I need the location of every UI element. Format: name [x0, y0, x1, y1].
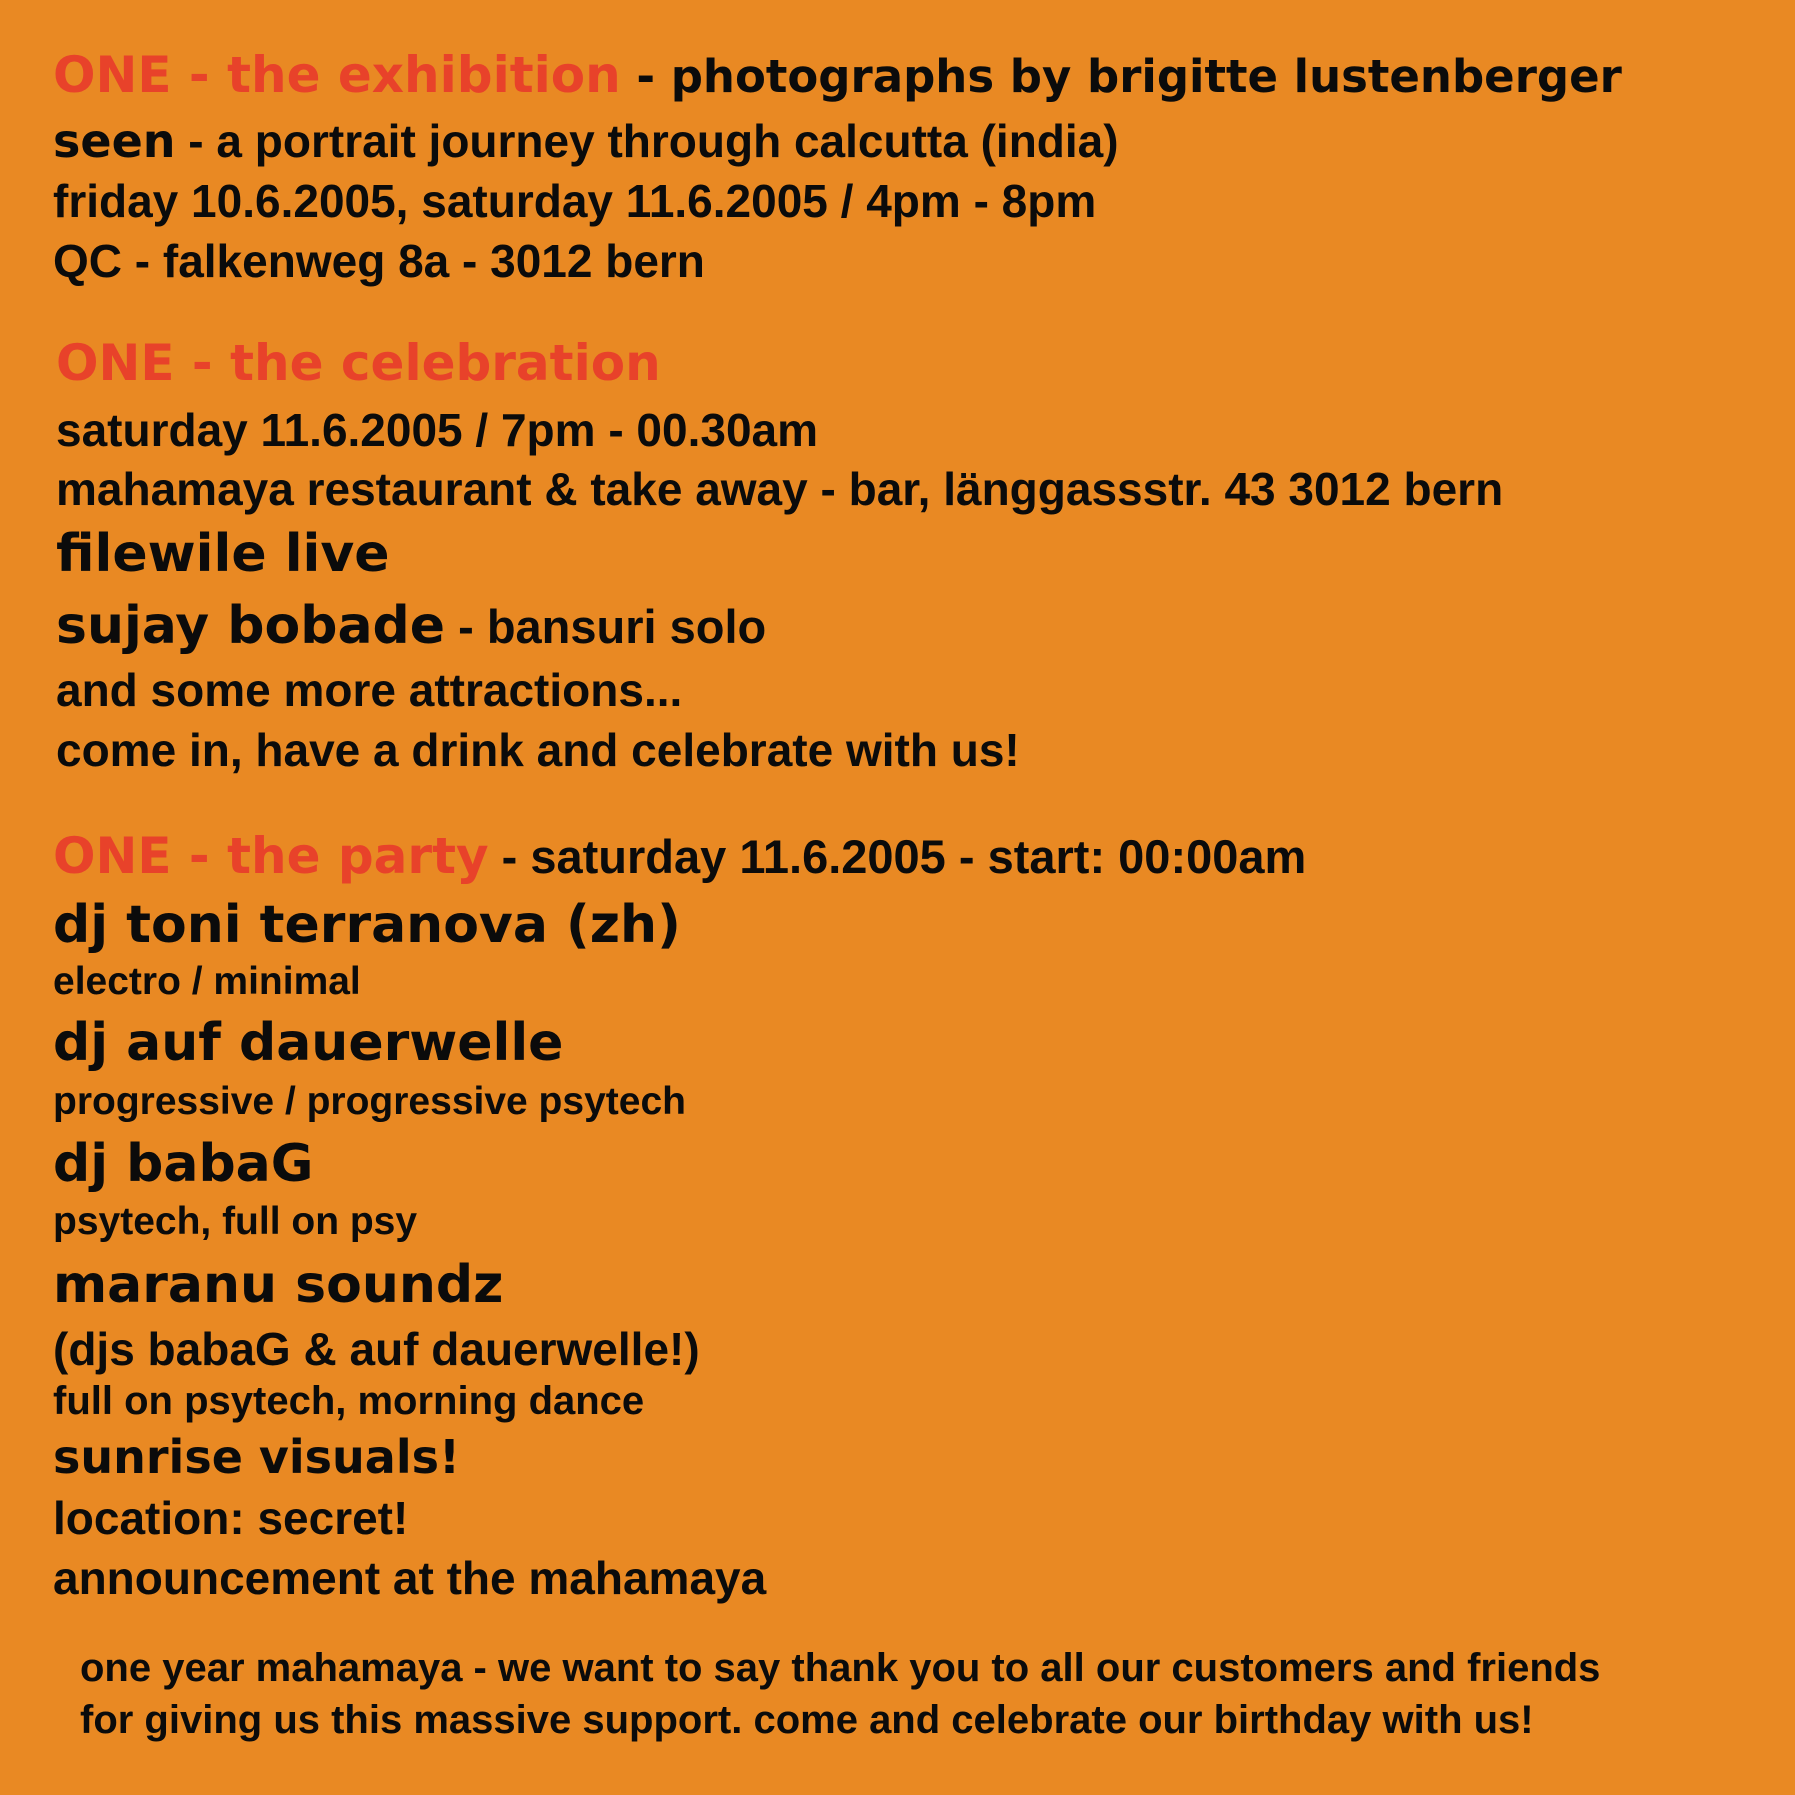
celebration-act-sujay	[56, 596, 767, 656]
exhibition-seen-rest: - a portrait journey through calcutta (india)	[175, 115, 1119, 167]
exhibition-dates: friday 10.6.2005, saturday 11.6.2005 / 4pm - 8pm	[53, 175, 1097, 227]
party-dj-name: dj auf dauerwelle	[53, 1013, 564, 1073]
exhibition-title: ONE - the exhibition	[53, 46, 621, 104]
celebration-act-filewile: filewile live	[56, 524, 390, 584]
party-heading	[53, 827, 1307, 885]
party-location: location: secret!	[53, 1492, 409, 1544]
party-dj-style: progressive / progressive psytech	[53, 1080, 686, 1123]
party-dj-name: dj babaG	[53, 1134, 314, 1194]
exhibition-heading	[53, 46, 1622, 104]
party-maranu-style: full on psytech, morning dance	[53, 1379, 645, 1423]
celebration-act-sujay-desc: - bansuri solo	[445, 600, 767, 653]
exhibition-seen-word: seen	[53, 114, 176, 168]
exhibition-address: QC - falkenweg 8a - 3012 bern	[53, 235, 705, 287]
party-dj-style: electro / minimal	[53, 960, 361, 1003]
party-dj-name: dj toni terranova (zh)	[53, 895, 681, 955]
celebration-date: saturday 11.6.2005 / 7pm - 00.30am	[56, 404, 819, 456]
party-dj-style: psytech, full on psy	[53, 1200, 418, 1243]
party-info: - saturday 11.6.2005 - start: 00:00am	[488, 830, 1307, 883]
footer-line-1: one year mahamaya - we want to say thank you to all our customers and friends	[80, 1646, 1601, 1690]
celebration-invite: come in, have a drink and celebrate with us!	[56, 724, 1020, 776]
celebration-venue: mahamaya restaurant & take away - bar, länggassstr. 43 3012 bern	[56, 463, 1504, 515]
exhibition-seen-line	[53, 114, 1119, 168]
exhibition-subtitle: - photographs by brigitte lustenberger	[620, 50, 1622, 103]
celebration-act-sujay-name: sujay bobade	[56, 596, 446, 656]
party-announcement: announcement at the mahamaya	[53, 1552, 767, 1604]
party-maranu-sub: (djs babaG & auf dauerwelle!)	[53, 1323, 700, 1375]
party-maranu-name: maranu soundz	[53, 1255, 504, 1315]
celebration-more: and some more attractions...	[56, 664, 683, 716]
celebration-title: ONE - the celebration	[56, 334, 661, 392]
footer-line-2: for giving us this massive support. come and celebrate our birthday with us!	[80, 1698, 1534, 1742]
party-title: ONE - the party	[53, 827, 489, 885]
party-visuals: sunrise visuals!	[53, 1430, 460, 1484]
